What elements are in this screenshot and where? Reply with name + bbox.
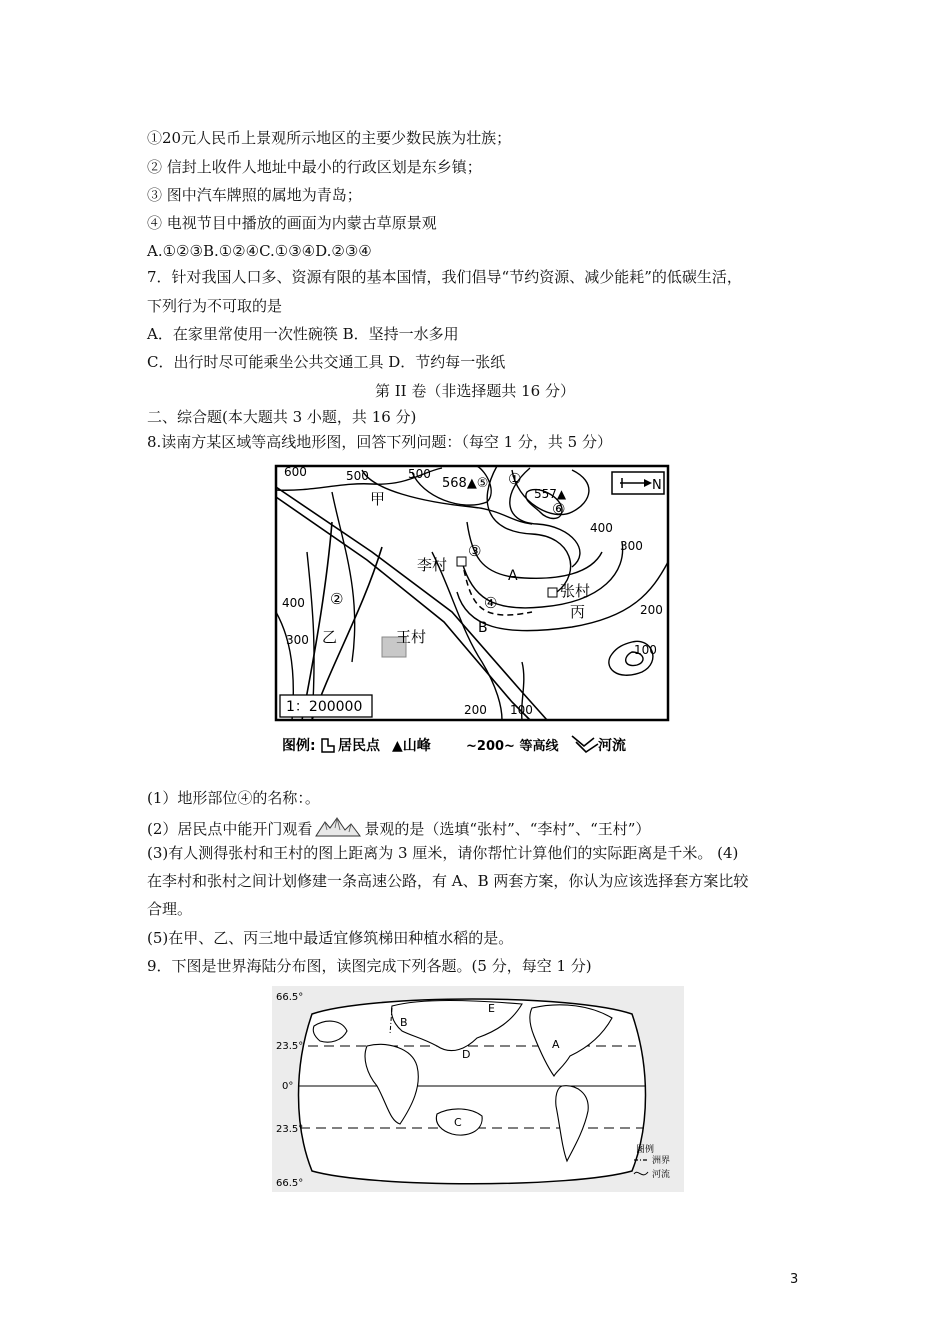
label-yi: 乙 (322, 628, 338, 646)
contour-map-figure (272, 462, 672, 762)
question-9-stem: 9．下图是世界海陆分布图，读图完成下列各题。(5 分，每空 1 分) (147, 957, 592, 975)
mountain-icon (315, 816, 361, 843)
peak-5-label: 568▲⑤ (442, 476, 489, 491)
legend-title: 图例: (282, 738, 316, 754)
option-1: ①20元人民币上景观所示地区的主要少数民族为壮族； (147, 129, 512, 147)
contour-label-200b: 200 (464, 703, 487, 717)
legend-river: 河流 (598, 738, 626, 754)
subquestion-3: (3)有人测得张村和王村的图上距离为 3 厘米，请你帮忙计算他们的实际距离是千米。 (4) (147, 844, 739, 862)
option-2: ② 信封上收件人地址中最小的行政区划是东乡镇； (147, 158, 482, 176)
label-zhang-village: 张村 (560, 582, 591, 600)
question-7-line-2: 下列行为不可取的是 (147, 297, 283, 315)
question-7-line-1: 7．针对我国人口多、资源有限的基本国情，我们倡导“节约资源、减少能耗”的低碳生活， (147, 268, 742, 286)
section-2-title: 第 II 卷（非选择题共 16 分） (374, 382, 575, 400)
contour-label-600: 600 (284, 465, 307, 479)
contour-label-500a: 500 (346, 469, 369, 483)
subquestion-1: (1）地形部位④的名称：。 (147, 789, 320, 807)
letter-e: E (488, 1002, 495, 1015)
letter-d: D (462, 1048, 471, 1061)
letter-c: C (454, 1116, 462, 1129)
scale-label: 1：200000 (286, 699, 363, 715)
subquestion-4-line-1: 在李村和张村之间计划修建一条高速公路，有 A、B 两套方案，你认为应该选择套方案比较 (147, 872, 749, 890)
question-7-choices-cd: C．出行时尽可能乘坐公共交通工具 D．节约每一张纸 (147, 353, 506, 371)
answer-choices-6: A.①②③B.①②④C.①③④D.②③④ (147, 242, 372, 260)
world-map-figure (272, 986, 684, 1192)
legend-peak: ▲山峰 (392, 738, 431, 754)
subquestion-5: (5)在甲、乙、丙三地中最适宜修筑梯田种植水稻的是。 (147, 929, 514, 947)
contour-label-400b: 400 (282, 596, 305, 610)
label-wang-village: 王村 (396, 628, 427, 646)
contour-label-300a: 300 (620, 539, 643, 553)
circled-4: ④ (484, 594, 498, 612)
subquestion-2-part-a: (2）居民点中能开门观看 (147, 820, 313, 838)
route-a-label: A (508, 568, 518, 584)
peak-557-label: 557▲ (534, 487, 567, 501)
world-legend-river: 河流 (652, 1170, 671, 1180)
option-4: ④ 电视节目中播放的画面为内蒙古草原景观 (147, 214, 437, 232)
part-2-heading: 二、综合题(本大题共 3 小题，共 16 分) (147, 408, 417, 426)
world-legend-boundary: 洲界 (652, 1156, 671, 1166)
contour-label-300b: 300 (286, 633, 309, 647)
page-number: 3 (790, 1272, 799, 1287)
lat-label-66s: 66.5° (276, 1178, 304, 1189)
subquestion-4-line-2: 合理。 (147, 900, 193, 918)
contour-label-100a: 100 (634, 643, 657, 657)
label-li-village: 李村 (417, 556, 448, 574)
contour-label-100b: 100 (510, 703, 533, 717)
label-bing: 丙 (570, 603, 586, 621)
subquestion-2 (147, 816, 650, 843)
question-7-choices-ab: A．在家里常使用一次性碗筷 B．坚持一水多用 (147, 325, 459, 343)
circled-2: ② (330, 590, 344, 608)
lat-label-66n: 66.5° (276, 992, 304, 1003)
lat-label-23n: 23.5° (276, 1041, 304, 1052)
world-legend-title: 图例 (636, 1145, 655, 1155)
letter-b: B (400, 1016, 408, 1029)
subquestion-2-part-b: 景观的是（选填“张村”、“李村”、“王村”） (364, 820, 651, 838)
label-jia: 甲 (370, 490, 386, 508)
letter-a: A (552, 1038, 560, 1051)
option-3: ③ 图中汽车牌照的属地为青岛； (147, 186, 362, 204)
route-b-label: B (478, 620, 488, 636)
legend-contour: ~200~ 等高线 (466, 739, 559, 754)
circled-6: ⑥ (552, 500, 566, 518)
lat-label-0: 0° (282, 1081, 294, 1092)
circled-3: ③ (468, 542, 482, 560)
legend-settlement: 居民点 (338, 738, 380, 754)
contour-label-200a: 200 (640, 603, 663, 617)
lat-label-23s: 23.5° (276, 1124, 304, 1135)
north-label: N (652, 478, 662, 493)
question-8-stem: 8.读南方某区域等高线地形图，回答下列问题：（每空 1 分，共 5 分） (147, 433, 612, 451)
contour-label-500b: 500 (408, 467, 431, 481)
contour-label-400a: 400 (590, 521, 613, 535)
circled-1: ① (508, 470, 522, 488)
